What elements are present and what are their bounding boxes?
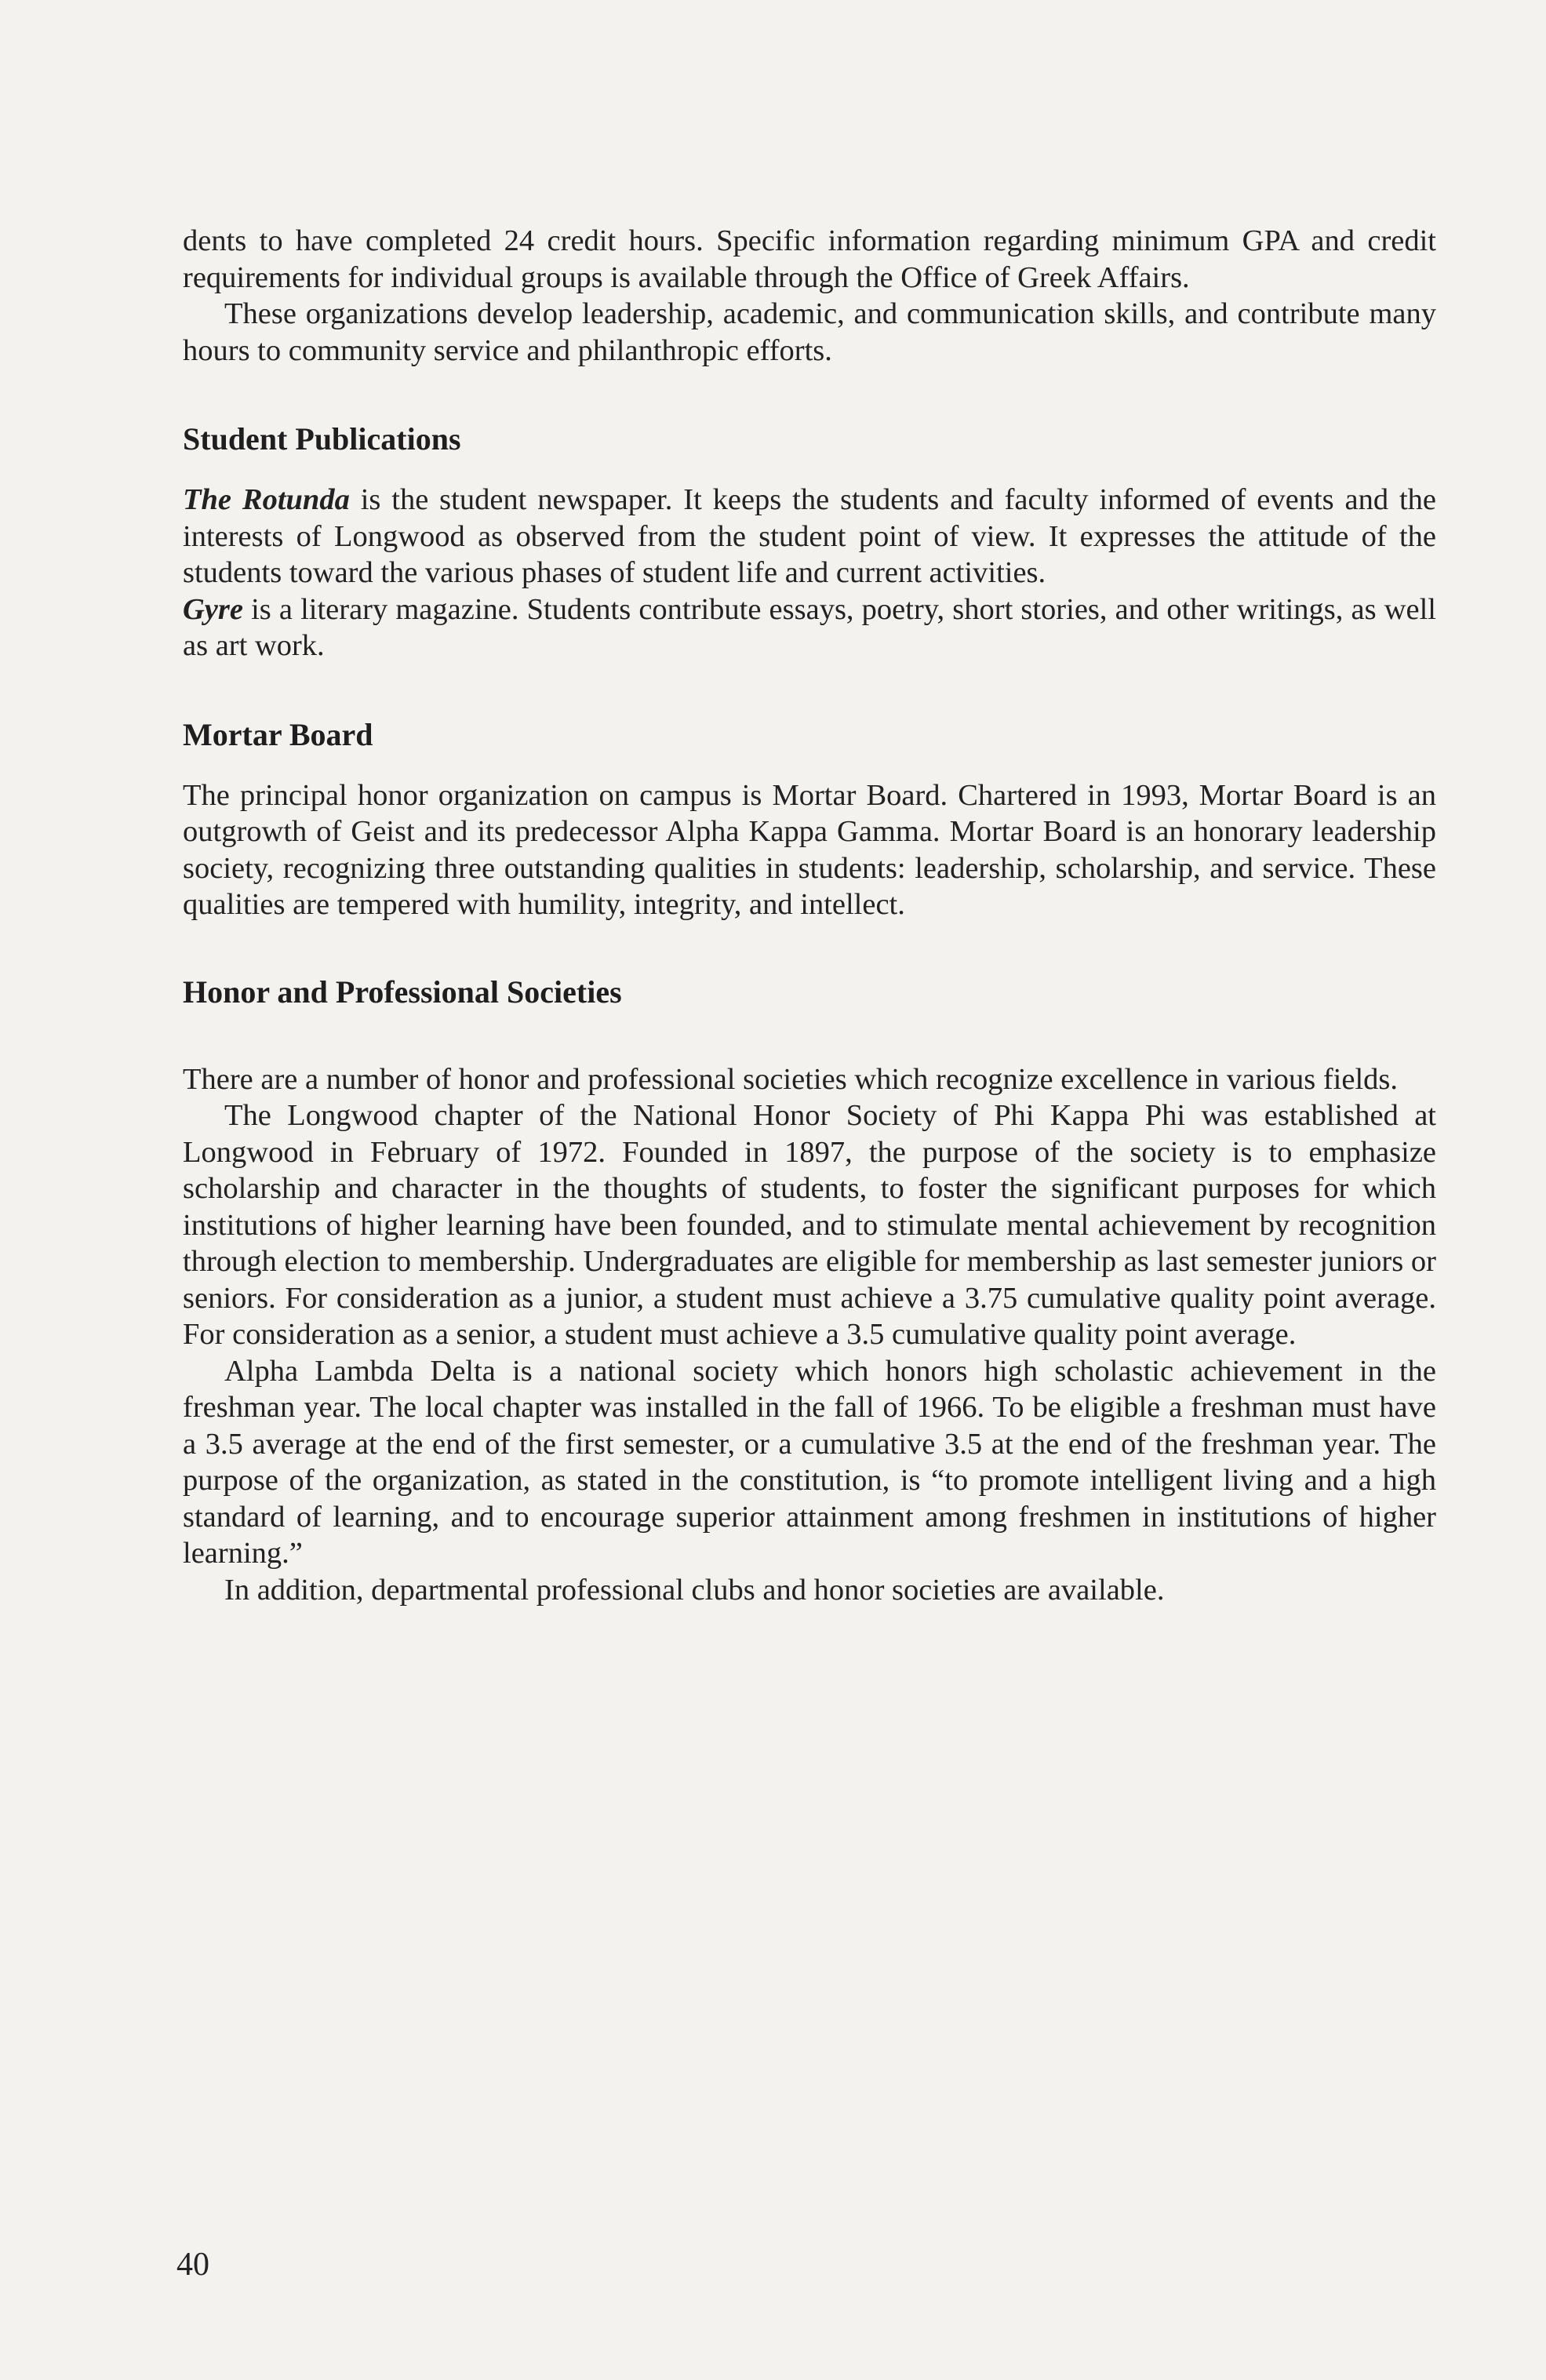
mortar-board-heading: Mortar Board <box>183 716 373 752</box>
alpha-lambda-delta-paragraph: Alpha Lambda Delta is a national society which honors high scholastic achievement in the freshman year. The local chapter was installed in the fall of 1966. To be eligible a freshman must have a 3.5 average at the end of the first semester, or a cumulative 3.5 at the end of the freshman year. The purpose of the organization, as stated in the constitution, is “to promote intelligent living and a high standard of learning, and to encourage superior attainment among freshmen in institutions of higher learning.” <box>183 1354 1436 1570</box>
phi-kappa-phi-paragraph: The Longwood chapter of the National Honor Society of Phi Kappa Phi was established at Longwood in February of 1972. Founded in 1897, the purpose of the society is to emphasize scholarship and character in the thoughts of students, to foster the significant purposes for which institutions of higher learning have been founded, and to stimulate mental achievement by recognition through election to membership. Undergraduates are eligible for membership as last semester juniors or seniors. For consideration as a junior, a student must achieve a 3.75 cumulative quality point average. For consideration as a senior, a student must achieve a 3.5 cumulative quality point average. <box>183 1099 1436 1351</box>
honor-societies-heading: Honor and Professional Societies <box>183 973 622 1010</box>
rotunda-title: The Rotunda <box>183 483 350 516</box>
rotunda-paragraph <box>183 482 1436 591</box>
mortar-board-paragraph: The principal honor organization on campus is Mortar Board. Chartered in 1993, Mortar Board is an outgrowth of Geist and its predecessor Alpha Kappa Gamma. Mortar Board is an honorary leadership society, recognizing three outstanding qualities in students: leadership, scholarship, and service. These qualities are tempered with humility, integrity, and intellect. <box>183 778 1436 921</box>
departmental-clubs-paragraph: In addition, departmental professional clubs and honor societies are available. <box>224 1573 1165 1607</box>
intro-paragraph-2: These organizations develop leadership, academic, and communication skills, and contribute many hours to community service and philanthropic efforts. <box>183 297 1436 367</box>
page-content <box>183 223 1436 1608</box>
gyre-title: Gyre <box>183 592 243 626</box>
honor-societies-paragraph-1: There are a number of honor and professional societies which recognize excellence in various fields. <box>183 1062 1399 1096</box>
gyre-text: is a literary magazine. Students contribute essays, poetry, short stories, and other writings, as well as art work. <box>183 592 1436 662</box>
intro-paragraph-1: dents to have completed 24 credit hours. Specific information regarding minimum GPA and credit requirements for individual groups is available through the Office of Greek Affairs. <box>183 224 1436 294</box>
gyre-paragraph <box>183 591 1436 664</box>
page-number: 40 <box>176 2247 209 2283</box>
rotunda-text: is the student newspaper. It keeps the students and faculty informed of events and the interests of Longwood as observed from the student point of view. It expresses the attitude of the students toward the various phases of student life and current activities. <box>183 483 1437 589</box>
student-publications-heading: Student Publications <box>183 421 461 457</box>
